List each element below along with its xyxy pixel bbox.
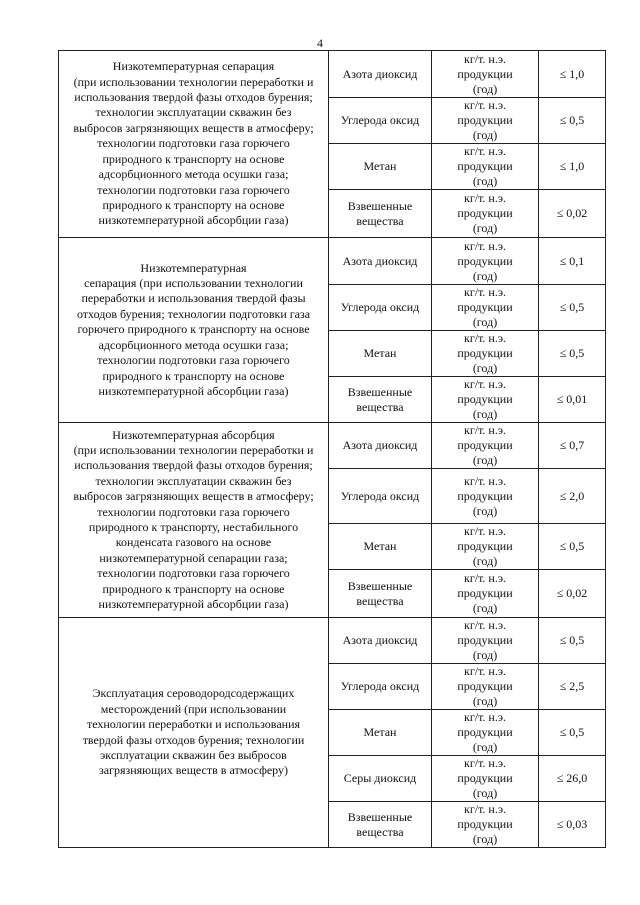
- limit-value-cell: ≤ 0,03: [539, 802, 606, 848]
- substance-cell: Метан: [329, 144, 432, 190]
- process-description: Эксплуатация сероводородсодержащих месторождений (при использовании технологии переработки и использования твердой фазы отходов бурения; технологии эксплуатации скважин без выбросов загрязняющих веществ в атмосферу): [82, 686, 305, 778]
- limit-value-cell: ≤ 0,5: [539, 618, 606, 664]
- substance-cell: Метан: [329, 524, 432, 570]
- substance-cell: Азота диоксид: [329, 618, 432, 664]
- substance-cell: Серы диоксид: [329, 756, 432, 802]
- substance-cell: Взвешенные вещества: [329, 377, 432, 423]
- process-description-cell: [59, 51, 329, 238]
- limit-value-cell: ≤ 26,0: [539, 756, 606, 802]
- limit-value-cell: ≤ 0,02: [539, 190, 606, 238]
- unit-cell: кг/т. н.э. продукции (год): [432, 285, 539, 331]
- unit-cell: кг/т. н.э. продукции (год): [432, 664, 539, 710]
- limit-value-cell: ≤ 1,0: [539, 51, 606, 98]
- process-description-cell: [59, 238, 329, 423]
- unit-cell: кг/т. н.э. продукции (год): [432, 238, 539, 285]
- table-row: [59, 51, 606, 98]
- limit-value-cell: ≤ 0,5: [539, 285, 606, 331]
- substance-cell: Взвешенные вещества: [329, 190, 432, 238]
- table-row: [59, 238, 606, 285]
- substance-cell: Азота диоксид: [329, 51, 432, 98]
- unit-cell: кг/т. н.э. продукции (год): [432, 190, 539, 238]
- limit-value-cell: ≤ 0,5: [539, 524, 606, 570]
- unit-cell: кг/т. н.э. продукции (год): [432, 524, 539, 570]
- unit-cell: кг/т. н.э. продукции (год): [432, 98, 539, 144]
- table-row: [59, 423, 606, 469]
- limit-value-cell: ≤ 0,02: [539, 570, 606, 618]
- unit-cell: кг/т. н.э. продукции (год): [432, 710, 539, 756]
- limit-value-cell: ≤ 1,0: [539, 144, 606, 190]
- limit-value-cell: ≤ 0,5: [539, 98, 606, 144]
- table-row: [59, 618, 606, 664]
- unit-cell: кг/т. н.э. продукции (год): [432, 423, 539, 469]
- substance-cell: Углерода оксид: [329, 285, 432, 331]
- process-description-cell: [59, 618, 329, 848]
- substance-cell: Углерода оксид: [329, 664, 432, 710]
- page-number: 4: [317, 36, 323, 50]
- limit-value-cell: ≤ 2,0: [539, 469, 606, 524]
- substance-cell: Метан: [329, 710, 432, 756]
- unit-cell: кг/т. н.э. продукции (год): [432, 802, 539, 848]
- limit-value-cell: ≤ 0,01: [539, 377, 606, 423]
- process-description-cell: [59, 423, 329, 618]
- substance-cell: Азота диоксид: [329, 423, 432, 469]
- substance-cell: Метан: [329, 331, 432, 377]
- limit-value-cell: ≤ 0,5: [539, 331, 606, 377]
- process-description: Низкотемпературная сепарация (при использовании технологии переработки и использования твердой фазы отходов бурения; технологии эксплуатации скважин без выбросов загрязняющих веществ в атмосферу; технологии подготовки газа горючего природного к транспорту на основе адсорбционного метода осушки газа; технологии подготовки газа горючего природного к транспорту на основе низкотемпературной абсорбции газа): [73, 59, 314, 228]
- limit-value-cell: ≤ 0,7: [539, 423, 606, 469]
- substance-cell: Азота диоксид: [329, 238, 432, 285]
- limit-value-cell: ≤ 0,1: [539, 238, 606, 285]
- substance-cell: Взвешенные вещества: [329, 802, 432, 848]
- emissions-table: [58, 50, 606, 848]
- limit-value-cell: ≤ 0,5: [539, 710, 606, 756]
- process-description: Низкотемпературная сепарация (при использовании технологии переработки и использования твердой фазы отходов бурения; технологии подготовки газа горючего природного к транспорту на основе адсорбционного метода осушки газа; технологии подготовки газа горючего природного к транспорту на основе низкотемпературной абсорбции газа): [76, 260, 311, 398]
- unit-cell: кг/т. н.э. продукции (год): [432, 144, 539, 190]
- limit-value-cell: ≤ 2,5: [539, 664, 606, 710]
- process-description: Низкотемпературная абсорбция (при использовании технологии переработки и использования твердой фазы отходов бурения; технологии эксплуатации скважин без выбросов загрязняющих веществ в атмосферу; технологии подготовки газа горючего природного к транспорту, нестабильного конденсата газового на основе низкотемпературной сепарации газа; технологии подготовки газа горючего природного к транспорту на основе низкотемпературной абсорбции газа): [73, 427, 314, 612]
- unit-cell: кг/т. н.э. продукции (год): [432, 331, 539, 377]
- substance-cell: Углерода оксид: [329, 98, 432, 144]
- unit-cell: кг/т. н.э. продукции (год): [432, 618, 539, 664]
- unit-cell: кг/т. н.э. продукции (год): [432, 570, 539, 618]
- unit-cell: кг/т. н.э. продукции (год): [432, 756, 539, 802]
- unit-cell: кг/т. н.э. продукции (год): [432, 377, 539, 423]
- unit-cell: кг/т. н.э. продукции (год): [432, 469, 539, 524]
- substance-cell: Взвешенные вещества: [329, 570, 432, 618]
- unit-cell: кг/т. н.э. продукции (год): [432, 51, 539, 98]
- substance-cell: Углерода оксид: [329, 469, 432, 524]
- emissions-table-body: [59, 51, 606, 848]
